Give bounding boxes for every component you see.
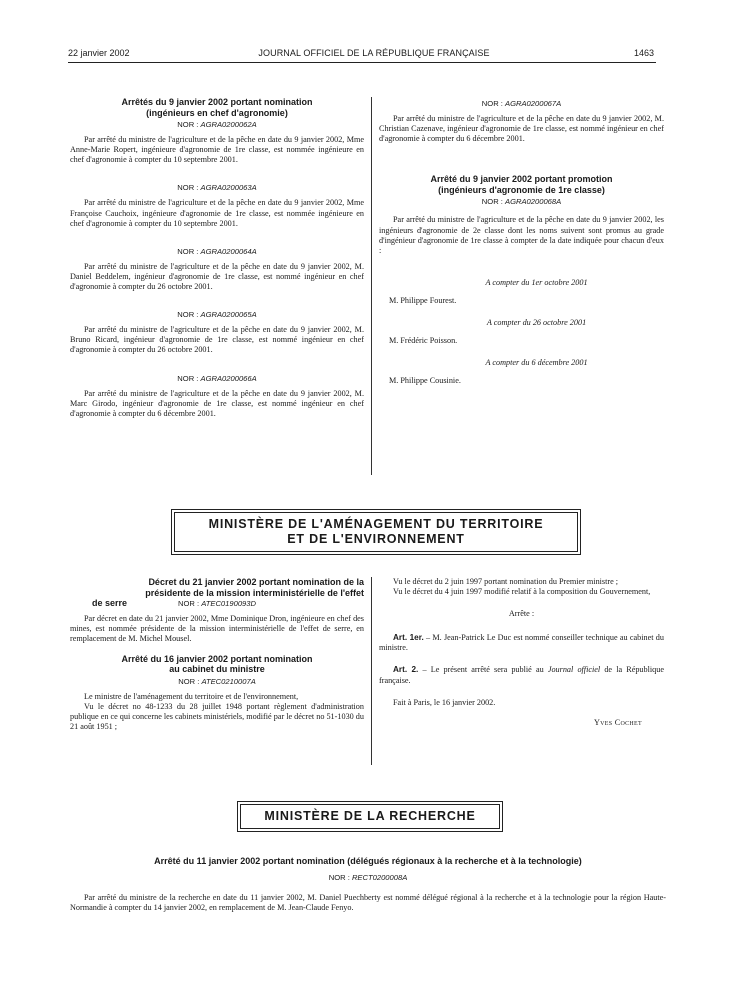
nor-reference: NOR : AGRA0200063A [177, 183, 257, 193]
signature-date: Fait à Paris, le 16 janvier 2002. [393, 697, 496, 707]
nor-reference: NOR : AGRA0200062A [177, 120, 257, 129]
nor-reference: NOR : AGRA0200065A [177, 310, 257, 320]
environment-right-column [379, 577, 664, 728]
decision-paragraph: Par arrêté du ministre de l'agriculture et de la pêche en date du 9 janvier 2002, M. Christian Cazenave, ingénieur d'agronomie de 1re classe, est nommé ingénieur en chef d'agronomie à compter du 6 décembre 2001. [379, 114, 664, 144]
decision-paragraph: Par arrêté du ministre de l'agriculture et de la pêche en date du 9 janvier 2002, Mme Françoise Cauchoix, ingénieure d'agronomie de 1re classe, est nommée ingénieure en chef d'agronomie à compter du 10 septembre 2001. [70, 198, 364, 228]
agriculture-right-column [379, 97, 664, 398]
research-title: Arrêté du 11 janvier 2002 portant nomination (délégués régionaux à la recherche et à la technologie) [154, 856, 582, 866]
environment-left-column [70, 577, 364, 732]
ministry-heading-environment: MINISTÈRE DE L'AMÉNAGEMENT DU TERRITOIRE ET DE L'ENVIRONNEMENT [171, 509, 581, 555]
research-paragraph: Par arrêté du ministre de la recherche en date du 11 janvier 2002, M. Daniel Puechberty est nommé délégué régional à la recherche et à la technologie pour la région Haute-Normandie à compter du 14 janvier 2002, en remplacement de M. Jean-Claude Fenyo. [70, 892, 666, 912]
signatory: Yves Cochet [593, 717, 642, 727]
research-section [70, 856, 666, 913]
article-title: Arrêtés du 9 janvier 2002 portant nomination (ingénieurs en chef d'agronomie) [121, 97, 313, 118]
promoted-name: M. Philippe Fourest. [389, 295, 457, 305]
cabinet-paragraph: Le ministre de l'aménagement du territoire et de l'environnement, [84, 691, 299, 701]
ministry-heading-research: MINISTÈRE DE LA RECHERCHE [237, 801, 503, 832]
nor-reference: NOR : RECT0200008A [328, 872, 408, 882]
nor-reference: NOR : AGRA0200068A [481, 197, 562, 207]
promotion-date: A compter du 6 décembre 2001 [485, 358, 588, 368]
journal-title: JOURNAL OFFICIEL DE LA RÉPUBLIQUE FRANÇAISE [258, 48, 490, 58]
header-rule [68, 62, 656, 63]
promotion-date: A compter du 1er octobre 2001 [485, 277, 588, 287]
promoted-name: M. Frédéric Poisson. [389, 336, 458, 346]
nor-reference: NOR : AGRA0200067A [481, 99, 562, 108]
nor-reference: NOR : AGRA0200066A [177, 373, 257, 383]
issue-date: 22 janvier 2002 [68, 48, 130, 58]
cabinet-paragraph: Vu le décret du 4 juin 1997 modifié relatif à la composition du Gouvernement, [393, 587, 651, 597]
promotion-paragraph: Par arrêté du ministre de l'agriculture et de la pêche en date du 9 janvier 2002, les ingénieurs d'agronomie de 2e classe dont les noms suivent sont promus au grade d'ingénieur d'agronomie de 1re classe à compter de la date indiquée pour chacun d'eux : [379, 215, 664, 255]
decree-paragraph: Par décret en date du 21 janvier 2002, Mme Dominique Dron, ingénieure en chef des mines, est nommée présidente de la mission interministérielle de l'effet de serre, en remplacement de M. Michel Mousel. [70, 613, 364, 643]
promotion-title: Arrêté du 9 janvier 2002 portant promotion (ingénieurs d'agronomie de 1re classe) [430, 174, 613, 195]
column-divider-top [371, 97, 372, 475]
nor-reference: NOR : AGRA0200064A [177, 246, 257, 256]
nor-reference: NOR : ATEC0190093D [178, 598, 256, 608]
agriculture-left-column [70, 97, 364, 419]
article-2: Art. 2. – Le présent arrêté sera publié au Journal officiel de la République française. [379, 665, 664, 685]
column-divider-mid [371, 577, 372, 765]
decision-paragraph: Par arrêté du ministre de l'agriculture et de la pêche en date du 9 janvier 2002, Mme Anne-Marie Ropert, ingénieure d'agronomie de 1re classe, est nommée ingénieure en chef d'agronomie à compter du 10 septembre 2001. [70, 135, 364, 165]
cabinet-title: Arrêté du 16 janvier 2002 portant nomination au cabinet du ministre [121, 653, 313, 675]
page-number: 1463 [633, 48, 654, 58]
promotion-date: A compter du 26 octobre 2001 [486, 318, 587, 328]
decision-paragraph: Par arrêté du ministre de l'agriculture et de la pêche en date du 9 janvier 2002, M. Daniel Beddelem, ingénieur d'agronomie de 1re classe, est nommé ingénieur en chef d'agronomie à compter du 26 octobre 2001. [70, 261, 364, 292]
cabinet-paragraph: Vu le décret no 48-1233 du 28 juillet 1948 portant règlement d'administration publique en ce qui concerne les cabinets ministériels, modifié par le décret no 51-1030 du 21 août 1951 ; [70, 702, 364, 732]
decision-paragraph: Par arrêté du ministre de l'agriculture et de la pêche en date du 9 janvier 2002, M. Marc Girodo, ingénieur d'agronomie de 1re classe, est nommé ingénieur en chef d'agronomie à compter du 6 décembre 2001. [70, 388, 364, 418]
cabinet-paragraph: Vu le décret du 2 juin 1997 portant nomination du Premier ministre ; [393, 577, 619, 586]
arrete-label: Arrête : [508, 609, 535, 619]
nor-reference: NOR : ATEC0210007A [178, 676, 256, 686]
promoted-name: M. Philippe Cousinie. [389, 376, 461, 386]
running-head [0, 48, 748, 62]
decree-title: Décret du 21 janvier 2002 portant nomination de la présidente de la mission interministérielle de l'effet de serre [92, 577, 364, 608]
article-1: Art. 1er. – M. Jean-Patrick Le Duc est nommé conseiller technique au cabinet du ministre. [379, 633, 664, 653]
decision-paragraph: Par arrêté du ministre de l'agriculture et de la pêche en date du 9 janvier 2002, M. Bruno Ricard, ingénieur d'agronomie de 1re classe, est nommé ingénieur en chef d'agronomie à compter du 26 octobre 2001. [70, 325, 364, 355]
